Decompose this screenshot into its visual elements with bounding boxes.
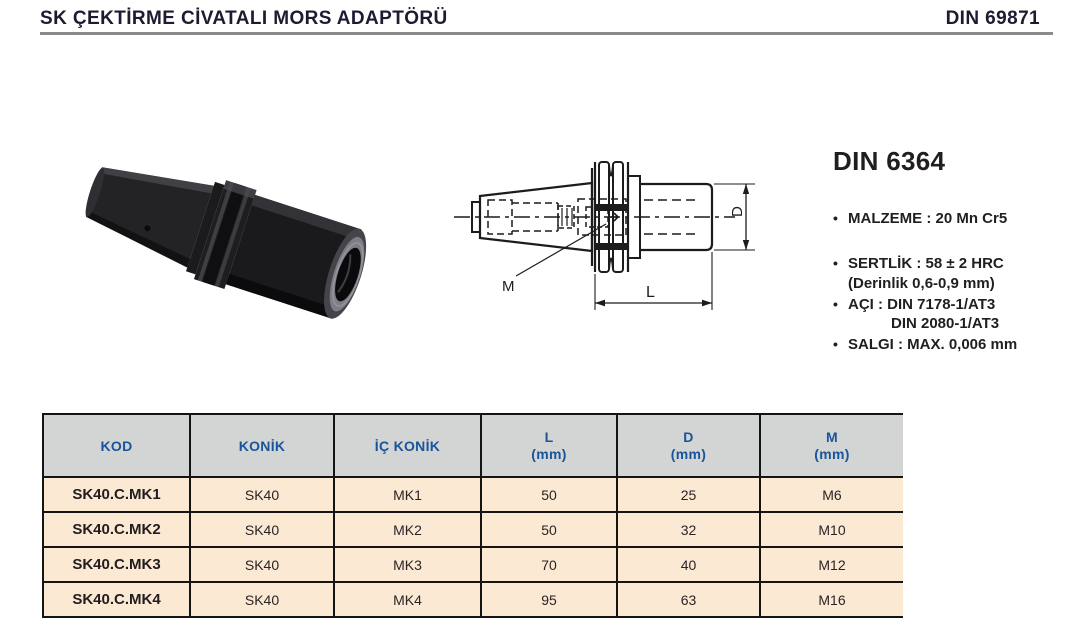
cell-konik: SK40 xyxy=(190,582,334,617)
cell-konik: SK40 xyxy=(190,477,334,512)
bullet-icon: • xyxy=(833,336,838,352)
cell-ic-konik: MK3 xyxy=(334,547,481,582)
cell-l: 50 xyxy=(481,512,617,547)
col-header-label: KONİK xyxy=(238,437,286,454)
dimension-label-d: D xyxy=(729,206,746,217)
col-header-l xyxy=(481,414,617,477)
col-header-unit: (mm) xyxy=(814,446,850,462)
bullet-icon: • xyxy=(833,210,838,226)
cell-m: M6 xyxy=(760,477,903,512)
spec-item-salgi xyxy=(833,335,1017,354)
product-table-container xyxy=(42,413,902,618)
header-divider xyxy=(40,32,1053,35)
product-photo-image xyxy=(70,152,370,362)
cell-m: M16 xyxy=(760,582,903,617)
cell-ic-konik: MK1 xyxy=(334,477,481,512)
table-row xyxy=(43,547,903,582)
spec-item-aci xyxy=(833,295,995,314)
spec-note-derinlik: (Derinlik 0,6-0,9 mm) xyxy=(848,275,995,292)
spec-item-sertlik xyxy=(833,254,1004,273)
cell-m: M10 xyxy=(760,512,903,547)
cell-d: 25 xyxy=(617,477,760,512)
cell-d: 40 xyxy=(617,547,760,582)
cell-ic-konik: MK2 xyxy=(334,512,481,547)
col-header-m xyxy=(760,414,903,477)
cell-kod: SK40.C.MK4 xyxy=(43,582,190,617)
cell-kod: SK40.C.MK3 xyxy=(43,547,190,582)
technical-drawing xyxy=(440,140,770,360)
col-header-konik xyxy=(190,414,334,477)
table-row xyxy=(43,512,903,547)
dimension-label-l: L xyxy=(646,284,655,301)
table-row xyxy=(43,477,903,512)
spec-text: AÇI : DIN 7178-1/AT3 xyxy=(848,296,996,313)
col-header-ic-konik xyxy=(334,414,481,477)
cell-ic-konik: MK4 xyxy=(334,582,481,617)
table-header-row xyxy=(43,414,903,477)
cell-konik: SK40 xyxy=(190,512,334,547)
dimension-label-m: M xyxy=(502,278,515,295)
cell-l: 50 xyxy=(481,477,617,512)
col-header-unit: (mm) xyxy=(531,446,567,462)
col-header-kod xyxy=(43,414,190,477)
spec-text: MALZEME : 20 Mn Cr5 xyxy=(848,210,1008,227)
cell-l: 70 xyxy=(481,547,617,582)
tool-holder-shape xyxy=(74,152,370,328)
cell-kod: SK40.C.MK2 xyxy=(43,512,190,547)
cell-d: 32 xyxy=(617,512,760,547)
spec-heading: DIN 6364 xyxy=(833,146,946,176)
spec-text: SERTLİK : 58 ± 2 HRC xyxy=(848,255,1004,272)
bullet-icon: • xyxy=(833,255,838,271)
col-header-label: L xyxy=(544,429,554,445)
col-header-label: İÇ KONİK xyxy=(374,437,441,454)
cell-m: M12 xyxy=(760,547,903,582)
col-header-label: KOD xyxy=(100,437,133,454)
col-header-unit: (mm) xyxy=(670,446,707,462)
spec-text: SALGI : MAX. 0,006 mm xyxy=(848,336,1018,353)
page-title: SK ÇEKTİRME CİVATALI MORS ADAPTÖRÜ xyxy=(40,8,448,29)
col-header-label: M xyxy=(826,429,838,445)
cell-d: 63 xyxy=(617,582,760,617)
product-table xyxy=(42,413,903,618)
spec-panel xyxy=(833,146,1058,361)
standard-number: DIN 69871 xyxy=(945,8,1040,29)
cell-kod: SK40.C.MK1 xyxy=(43,477,190,512)
table-row xyxy=(43,582,903,617)
spec-note-aci-line2: DIN 2080-1/AT3 xyxy=(891,315,1000,332)
cell-konik: SK40 xyxy=(190,547,334,582)
col-header-d xyxy=(617,414,760,477)
bullet-icon: • xyxy=(833,296,838,312)
cell-l: 95 xyxy=(481,582,617,617)
spec-item-malzeme xyxy=(833,209,1007,228)
col-header-label: D xyxy=(683,429,694,445)
